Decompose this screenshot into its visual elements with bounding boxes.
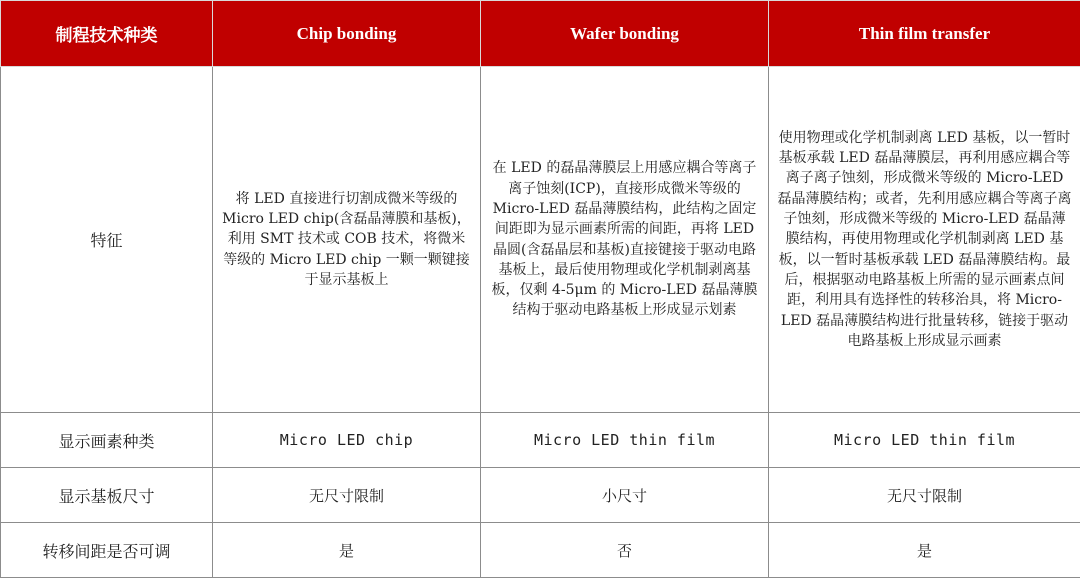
header-chip-bonding: Chip bonding bbox=[213, 1, 481, 67]
row-label-pitch-adjustable: 转移间距是否可调 bbox=[1, 523, 213, 578]
table-row-pitch-adjustable bbox=[1, 523, 1080, 578]
cell-substrate-size-wafer-bonding: 小尺寸 bbox=[481, 468, 769, 523]
row-label-pixel-type: 显示画素种类 bbox=[1, 413, 213, 468]
cell-pixel-type-wafer-bonding: Micro LED thin film bbox=[481, 413, 769, 468]
cell-features-chip-bonding: 将 LED 直接进行切割成微米等级的 Micro LED chip(含磊晶薄膜和基板)，利用 SMT 技术或 COB 技术，将微米等级的 Micro LED chip 一颗一颗键接于显示基板上 bbox=[213, 67, 481, 413]
header-process-type: 制程技术种类 bbox=[1, 1, 213, 67]
cell-substrate-size-chip-bonding: 无尺寸限制 bbox=[213, 468, 481, 523]
cell-pixel-type-thin-film-transfer: Micro LED thin film bbox=[769, 413, 1080, 468]
table-row-pixel-type bbox=[1, 413, 1080, 468]
table-header-row bbox=[1, 1, 1080, 67]
table-row-substrate-size bbox=[1, 468, 1080, 523]
cell-substrate-size-thin-film-transfer: 无尺寸限制 bbox=[769, 468, 1080, 523]
row-label-substrate-size: 显示基板尺寸 bbox=[1, 468, 213, 523]
cell-pitch-adjustable-thin-film-transfer: 是 bbox=[769, 523, 1080, 578]
cell-features-wafer-bonding: 在 LED 的磊晶薄膜层上用感应耦合等离子离子蚀刻(ICP)，直接形成微米等级的 Micro-LED 磊晶薄膜结构，此结构之固定间距即为显示画素所需的间距，再将 LED 晶圆(含磊晶层和基板)直接键接于驱动电路基板上，最后使用物理或化学机制剥离基板，仅剩 4-5μm 的 Micro-LED 磊晶薄膜结构于驱动电路基板上形成显示划素 bbox=[481, 67, 769, 413]
cell-pixel-type-chip-bonding: Micro LED chip bbox=[213, 413, 481, 468]
row-label-features: 特征 bbox=[1, 67, 213, 413]
table-row-features bbox=[1, 67, 1080, 413]
header-wafer-bonding: Wafer bonding bbox=[481, 1, 769, 67]
cell-pitch-adjustable-chip-bonding: 是 bbox=[213, 523, 481, 578]
cell-features-thin-film-transfer: 使用物理或化学机制剥离 LED 基板，以一暂时基板承载 LED 磊晶薄膜层，再利用感应耦合等离子离子蚀刻，形成微米等级的 Micro-LED 磊晶薄膜结构；或者，先利用感应耦合等离子离子蚀刻，形成微米等级的 Micro-LED 磊晶薄膜结构，再使用物理或化学机制剥离 LED 基板，以一暂时基板承载 LED 磊晶薄膜结构。最后，根据驱动电路基板上所需的显示画素点间距，利用具有选择性的转移治具，将 Micro-LED 磊晶薄膜结构进行批量转移，链接于驱动电路基板上形成显示画素 bbox=[769, 67, 1080, 413]
header-thin-film-transfer: Thin film transfer bbox=[769, 1, 1080, 67]
cell-pitch-adjustable-wafer-bonding: 否 bbox=[481, 523, 769, 578]
